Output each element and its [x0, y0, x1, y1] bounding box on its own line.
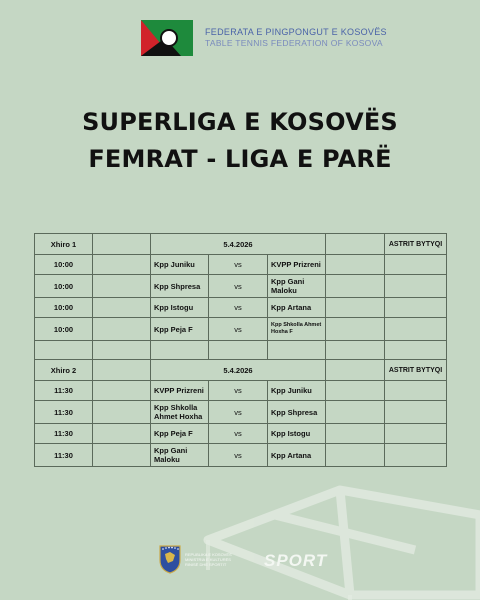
federation-header: [141, 20, 387, 56]
table-row: [35, 318, 447, 341]
match-time: 10:00: [35, 318, 93, 341]
round1-label: Xhiro 1: [35, 234, 93, 255]
spacer-row: [35, 341, 447, 360]
federation-logo-icon: [141, 20, 193, 56]
vs-label: vs: [209, 298, 268, 318]
home-team: Kpp Peja F: [151, 318, 209, 341]
table-row: [35, 424, 447, 444]
away-team: Kpp Shkolla Ahmet Hoxha F: [268, 318, 326, 341]
round2-referee: ASTRIT BYTYQI: [385, 360, 447, 381]
home-team: Kpp Shpresa: [151, 275, 209, 298]
match-time: 10:00: [35, 298, 93, 318]
ministry-name: REPUBLIKA E KOSOVËS MINISTRIA E KULTURËS RINISË DHE SPORTIT: [185, 551, 232, 567]
away-team: KVPP Prizreni: [268, 255, 326, 275]
federation-name-english: TABLE TENNIS FEDERATION OF KOSOVA: [205, 38, 383, 48]
federation-name: [205, 27, 387, 49]
table-row: [35, 275, 447, 298]
home-team: Kpp Shkolla Ahmet Hoxha: [151, 401, 209, 424]
vs-label: vs: [209, 444, 268, 467]
round1-referee: ASTRIT BYTYQI: [385, 234, 447, 255]
match-time: 10:00: [35, 255, 93, 275]
away-team: Kpp Juniku: [268, 381, 326, 401]
home-team: KVPP Prizreni: [151, 381, 209, 401]
table-row: [35, 444, 447, 467]
ministry-logo: [158, 544, 232, 574]
table-row: [35, 255, 447, 275]
table-row: [35, 401, 447, 424]
round2-label: Xhiro 2: [35, 360, 93, 381]
vs-label: vs: [209, 318, 268, 341]
home-team: Kpp Peja F: [151, 424, 209, 444]
vs-label: vs: [209, 275, 268, 298]
match-time: 10:00: [35, 275, 93, 298]
table-row: [35, 298, 447, 318]
sport-logo: SPORT: [264, 551, 328, 570]
home-team: Kpp Istogu: [151, 298, 209, 318]
kosovo-shield-icon: [158, 544, 182, 574]
away-team: Kpp Shpresa: [268, 401, 326, 424]
vs-label: vs: [209, 424, 268, 444]
round1-header-row: [35, 234, 447, 255]
home-team: Kpp Gani Maloku: [151, 444, 209, 467]
match-time: 11:30: [35, 444, 93, 467]
round1-date: 5.4.2026: [151, 234, 326, 255]
away-team: Kpp Artana: [268, 444, 326, 467]
page-title: SUPERLIGA E KOSOVËS: [82, 108, 398, 136]
round2-header-row: [35, 360, 447, 381]
round2-date: 5.4.2026: [151, 360, 326, 381]
vs-label: vs: [209, 401, 268, 424]
away-team: Kpp Istogu: [268, 424, 326, 444]
match-time: 11:30: [35, 424, 93, 444]
match-time: 11:30: [35, 381, 93, 401]
table-row: [35, 381, 447, 401]
vs-label: vs: [209, 255, 268, 275]
federation-name-albanian: FEDERATA E PINGPONGUT E KOSOVËS: [205, 27, 387, 37]
page-subtitle: FEMRAT - LIGA E PARË: [88, 145, 392, 173]
vs-label: vs: [209, 381, 268, 401]
away-team: Kpp Gani Maloku: [268, 275, 326, 298]
away-team: Kpp Artana: [268, 298, 326, 318]
home-team: Kpp Juniku: [151, 255, 209, 275]
match-time: 11:30: [35, 401, 93, 424]
schedule-table: [34, 233, 447, 467]
